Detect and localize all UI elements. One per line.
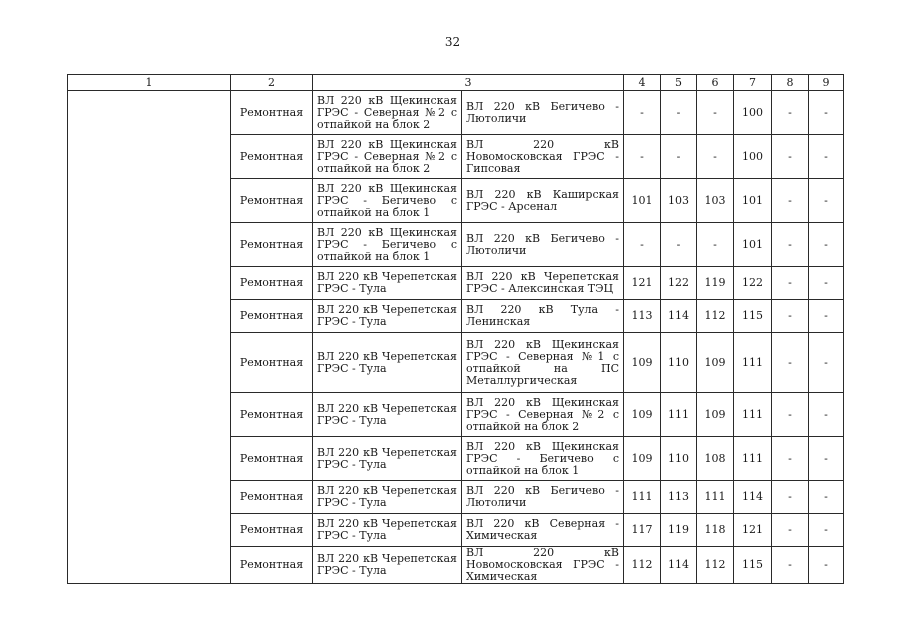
- header-col-9: 9: [809, 75, 844, 91]
- value-col-5: 122: [661, 267, 697, 300]
- value-col-5: -: [661, 223, 697, 267]
- value-col-9: -: [809, 481, 844, 514]
- value-col-5: 103: [661, 179, 697, 223]
- regime-cell: Ремонтная: [231, 300, 313, 333]
- value-col-5: 110: [661, 437, 697, 481]
- value-col-8: -: [772, 300, 809, 333]
- line-repair-cell: ВЛ 220 кВ Щекинская ГРЭС - Бегичево с отпайкой на блок 1: [313, 179, 462, 223]
- value-col-6: -: [697, 135, 734, 179]
- value-col-7: 100: [734, 91, 772, 135]
- value-col-8: -: [772, 223, 809, 267]
- value-col-8: -: [772, 393, 809, 437]
- regime-cell: Ремонтная: [231, 437, 313, 481]
- value-col-4: 112: [624, 547, 661, 584]
- header-col-6: 6: [697, 75, 734, 91]
- value-col-5: 111: [661, 393, 697, 437]
- value-col-8: -: [772, 481, 809, 514]
- line-disconnected-cell: ВЛ 220 кВ Щекинская ГРЭС - Северная №2 с отпайкой на блок 2: [462, 393, 624, 437]
- value-col-8: -: [772, 179, 809, 223]
- value-col-8: -: [772, 333, 809, 393]
- value-col-4: 111: [624, 481, 661, 514]
- line-disconnected-cell: ВЛ 220 кВ Черепетская ГРЭС - Алексинская ТЭЦ: [462, 267, 624, 300]
- header-col-5: 5: [661, 75, 697, 91]
- regime-cell: Ремонтная: [231, 135, 313, 179]
- line-disconnected-cell: ВЛ 220 кВ Бегичево - Лютоличи: [462, 223, 624, 267]
- value-col-4: 109: [624, 437, 661, 481]
- value-col-7: 101: [734, 179, 772, 223]
- table-row: [68, 91, 844, 135]
- value-col-7: 111: [734, 437, 772, 481]
- value-col-5: -: [661, 91, 697, 135]
- value-col-6: 103: [697, 179, 734, 223]
- value-col-9: -: [809, 179, 844, 223]
- value-col-8: -: [772, 91, 809, 135]
- header-col-3: 3: [313, 75, 624, 91]
- line-disconnected-cell: ВЛ 220 кВ Новомосковская ГРЭС - Гипсовая: [462, 135, 624, 179]
- value-col-4: -: [624, 91, 661, 135]
- line-repair-cell: ВЛ 220 кВ Черепетская ГРЭС - Тула: [313, 333, 462, 393]
- value-col-9: -: [809, 547, 844, 584]
- value-col-9: -: [809, 91, 844, 135]
- line-repair-cell: ВЛ 220 кВ Черепетская ГРЭС - Тула: [313, 547, 462, 584]
- header-col-1: 1: [68, 75, 231, 91]
- value-col-6: 112: [697, 300, 734, 333]
- value-col-6: 118: [697, 514, 734, 547]
- value-col-4: 121: [624, 267, 661, 300]
- value-col-7: 101: [734, 223, 772, 267]
- value-col-7: 115: [734, 547, 772, 584]
- limits-table: [67, 74, 844, 584]
- line-disconnected-cell: ВЛ 220 кВ Тула - Ленинская: [462, 300, 624, 333]
- value-col-7: 122: [734, 267, 772, 300]
- value-col-6: -: [697, 223, 734, 267]
- value-col-9: -: [809, 514, 844, 547]
- header-col-4: 4: [624, 75, 661, 91]
- line-repair-cell: ВЛ 220 кВ Черепетская ГРЭС - Тула: [313, 514, 462, 547]
- value-col-5: -: [661, 135, 697, 179]
- line-disconnected-cell: ВЛ 220 кВ Новомосковская ГРЭС - Химическая: [462, 547, 624, 584]
- line-disconnected-cell: ВЛ 220 кВ Бегичево - Лютоличи: [462, 91, 624, 135]
- header-col-2: 2: [231, 75, 313, 91]
- value-col-5: 110: [661, 333, 697, 393]
- value-col-7: 111: [734, 333, 772, 393]
- value-col-5: 113: [661, 481, 697, 514]
- page-number: 32: [444, 35, 461, 49]
- line-disconnected-cell: ВЛ 220 кВ Северная - Химическая: [462, 514, 624, 547]
- value-col-6: 111: [697, 481, 734, 514]
- value-col-4: -: [624, 135, 661, 179]
- line-repair-cell: ВЛ 220 кВ Черепетская ГРЭС - Тула: [313, 481, 462, 514]
- value-col-8: -: [772, 547, 809, 584]
- line-repair-cell: ВЛ 220 кВ Черепетская ГРЭС - Тула: [313, 267, 462, 300]
- regime-cell: Ремонтная: [231, 393, 313, 437]
- value-col-7: 115: [734, 300, 772, 333]
- value-col-6: -: [697, 91, 734, 135]
- value-col-6: 112: [697, 547, 734, 584]
- value-col-4: 101: [624, 179, 661, 223]
- value-col-9: -: [809, 333, 844, 393]
- regime-cell: Ремонтная: [231, 267, 313, 300]
- value-col-7: 121: [734, 514, 772, 547]
- regime-cell: Ремонтная: [231, 223, 313, 267]
- value-col-8: -: [772, 514, 809, 547]
- value-col-9: -: [809, 300, 844, 333]
- value-col-6: 119: [697, 267, 734, 300]
- regime-cell: Ремонтная: [231, 481, 313, 514]
- value-col-7: 111: [734, 393, 772, 437]
- line-repair-cell: ВЛ 220 кВ Черепетская ГРЭС - Тула: [313, 300, 462, 333]
- line-disconnected-cell: ВЛ 220 кВ Щекинская ГРЭС - Бегичево с отпайкой на блок 1: [462, 437, 624, 481]
- regime-cell: Ремонтная: [231, 91, 313, 135]
- value-col-9: -: [809, 437, 844, 481]
- value-col-5: 114: [661, 300, 697, 333]
- value-col-4: 109: [624, 333, 661, 393]
- regime-cell: Ремонтная: [231, 333, 313, 393]
- value-col-9: -: [809, 223, 844, 267]
- value-col-7: 100: [734, 135, 772, 179]
- line-repair-cell: ВЛ 220 кВ Черепетская ГРЭС - Тула: [313, 437, 462, 481]
- line-disconnected-cell: ВЛ 220 кВ Щекинская ГРЭС - Северная №1 с отпайкой на ПС Металлургическая: [462, 333, 624, 393]
- line-repair-cell: ВЛ 220 кВ Щекинская ГРЭС - Северная №2 с отпайкой на блок 2: [313, 135, 462, 179]
- table-header-row: [68, 75, 844, 91]
- regime-cell: Ремонтная: [231, 547, 313, 584]
- col-1-cell: [68, 91, 231, 584]
- value-col-5: 114: [661, 547, 697, 584]
- header-col-8: 8: [772, 75, 809, 91]
- line-disconnected-cell: ВЛ 220 кВ Каширская ГРЭС - Арсенал: [462, 179, 624, 223]
- value-col-8: -: [772, 135, 809, 179]
- value-col-5: 119: [661, 514, 697, 547]
- value-col-9: -: [809, 135, 844, 179]
- line-disconnected-cell: ВЛ 220 кВ Бегичево - Лютоличи: [462, 481, 624, 514]
- value-col-6: 108: [697, 437, 734, 481]
- line-repair-cell: ВЛ 220 кВ Щекинская ГРЭС - Северная №2 с отпайкой на блок 2: [313, 91, 462, 135]
- line-repair-cell: ВЛ 220 кВ Черепетская ГРЭС - Тула: [313, 393, 462, 437]
- value-col-7: 114: [734, 481, 772, 514]
- value-col-4: 109: [624, 393, 661, 437]
- value-col-4: -: [624, 223, 661, 267]
- value-col-8: -: [772, 437, 809, 481]
- header-col-7: 7: [734, 75, 772, 91]
- value-col-4: 113: [624, 300, 661, 333]
- table-body: [68, 91, 844, 584]
- regime-cell: Ремонтная: [231, 179, 313, 223]
- value-col-9: -: [809, 393, 844, 437]
- value-col-9: -: [809, 267, 844, 300]
- value-col-8: -: [772, 267, 809, 300]
- line-repair-cell: ВЛ 220 кВ Щекинская ГРЭС - Бегичево с отпайкой на блок 1: [313, 223, 462, 267]
- value-col-6: 109: [697, 333, 734, 393]
- regime-cell: Ремонтная: [231, 514, 313, 547]
- value-col-6: 109: [697, 393, 734, 437]
- value-col-4: 117: [624, 514, 661, 547]
